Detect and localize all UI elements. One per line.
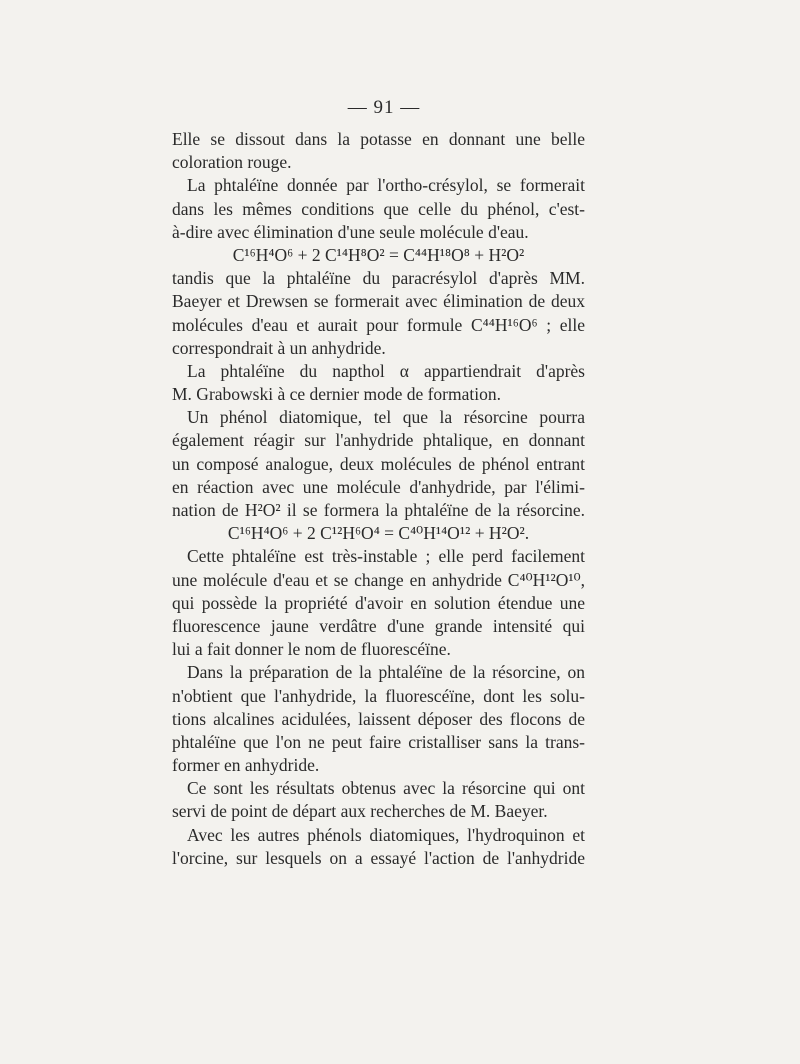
text-line: nation de H²O² il se formera la phtaléïne de la résorcine. bbox=[172, 500, 585, 520]
text-line: qui possède la propriété d'avoir en solution étendue une bbox=[172, 592, 585, 613]
chemical-formula: C¹⁶H⁴O⁶ + 2 C¹²H⁶O⁴ = C⁴⁰H¹⁴O¹² + H²O². bbox=[227, 523, 530, 544]
text-line: un composé analogue, deux molécules de phénol entrant bbox=[172, 453, 585, 474]
text-line: La phtaléïne donnée par l'ortho-crésylol, se formerait bbox=[187, 175, 585, 196]
page-number: — 91 — bbox=[347, 97, 421, 118]
text-line: une molécule d'eau et se change en anhydride C⁴⁰H¹²O¹⁰, bbox=[172, 569, 585, 590]
text-line: en réaction avec une molécule d'anhydride, par l'élimi- bbox=[172, 476, 585, 497]
text-line: coloration rouge. bbox=[172, 152, 292, 173]
text-line: Cette phtaléïne est très-instable ; elle perd facilement bbox=[187, 546, 585, 567]
text-line: lui a fait donner le nom de fluorescéïne. bbox=[172, 639, 451, 660]
text-line: Baeyer et Drewsen se formerait avec élimination de deux bbox=[172, 291, 585, 312]
text-line: servi de point de départ aux recherches de M. Baeyer. bbox=[172, 801, 548, 822]
text-line: La phtaléïne du napthol α appartiendrait d'après bbox=[187, 360, 585, 381]
text-line: Un phénol diatomique, tel que la résorcine pourra bbox=[187, 407, 585, 428]
text-line: phtaléïne que l'on ne peut faire cristalliser sans la trans- bbox=[172, 731, 585, 752]
text-line: tions alcalines acidulées, laissent déposer des flocons de bbox=[172, 708, 585, 729]
text-line: également réagir sur l'anhydride phtalique, en donnant bbox=[172, 430, 585, 451]
text-line: correspondrait à un anhydride. bbox=[172, 337, 386, 358]
text-line: molécules d'eau et aurait pour formule C⁴⁴H¹⁶O⁶ ; elle bbox=[172, 314, 585, 335]
text-line: Dans la préparation de la phtaléïne de la résorcine, on bbox=[187, 662, 585, 683]
chemical-formula: C¹⁶H⁴O⁶ + 2 C¹⁴H⁸O² = C⁴⁴H¹⁸O⁸ + H²O² bbox=[232, 244, 525, 265]
text-line: l'orcine, sur lesquels on a essayé l'action de l'anhydride bbox=[172, 847, 585, 868]
text-line: n'obtient que l'anhydride, la fluorescéïne, dont les solu- bbox=[172, 685, 585, 706]
text-line: dans les mêmes conditions que celle du phénol, c'est- bbox=[172, 198, 585, 219]
text-line: Ce sont les résultats obtenus avec la résorcine qui ont bbox=[187, 778, 585, 799]
text-line: fluorescence jaune verdâtre d'une grande intensité qui bbox=[172, 615, 585, 636]
text-line: à-dire avec élimination d'une seule molécule d'eau. bbox=[172, 221, 529, 242]
text-line: Avec les autres phénols diatomiques, l'hydroquinon et bbox=[187, 824, 585, 845]
text-line: M. Grabowski à ce dernier mode de formation. bbox=[172, 384, 501, 405]
text-line: former en anhydride. bbox=[172, 755, 320, 776]
text-line: tandis que la phtaléïne du paracrésylol d'après MM. bbox=[172, 268, 585, 289]
body-text bbox=[172, 128, 585, 870]
text-line: Elle se dissout dans la potasse en donnant une belle bbox=[172, 129, 585, 149]
